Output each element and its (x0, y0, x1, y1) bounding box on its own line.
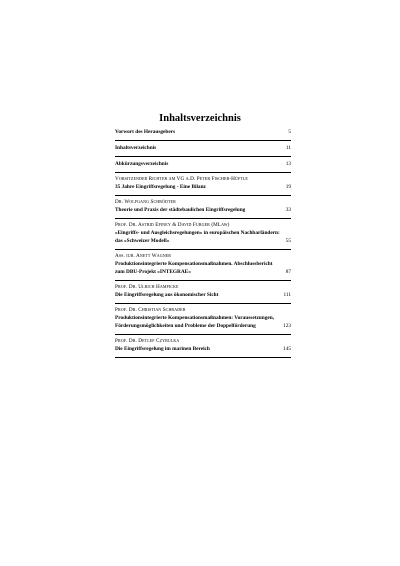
toc-page-number: 123 (283, 323, 291, 329)
toc-line (115, 322, 291, 330)
toc-author: Vorsitzender Richter am VG a.D. Peter Fischer-Hüftle (115, 176, 248, 182)
toc-line (115, 291, 291, 299)
divider (115, 156, 291, 157)
page-title: Inhaltsverzeichnis (159, 113, 241, 124)
toc-entry (115, 128, 291, 136)
toc-page-number: 145 (283, 346, 291, 352)
toc-entry (115, 144, 291, 152)
toc-entry (115, 160, 291, 168)
divider (115, 140, 291, 141)
toc-entry-title: »Eingriffs- und Ausgleichsregelungen« in europäischen Nachbarländern: (115, 230, 280, 236)
toc-entry (115, 284, 291, 299)
divider (115, 249, 291, 250)
toc-line (115, 268, 291, 276)
toc-entry-title: Vorwort des Herausgebers (115, 129, 176, 135)
toc-author: Ass. iur. Anett Wagner (115, 253, 172, 259)
divider (115, 303, 291, 304)
toc-page-number: 19 (285, 184, 291, 190)
toc-entry (115, 176, 291, 191)
toc-line (115, 260, 291, 268)
toc-entry-title: das »Schweizer Modell« (115, 238, 170, 244)
toc-line (115, 206, 291, 214)
toc-author: Prof. Dr. Astrid Epiney & David Furger (MLaw) (115, 222, 230, 228)
toc-entry-title: 35 Jahre Eingriffsregelung - Eine Bilanz (115, 184, 206, 190)
toc-entry (115, 338, 291, 353)
toc-entry-title: Produktionsintegrierte Kompensationsmaßnahmen. Abschlussbericht (115, 261, 273, 267)
toc-line (115, 128, 291, 136)
toc-page-number: 11 (285, 145, 291, 151)
toc-page-number: 33 (285, 207, 291, 213)
toc-entry (115, 199, 291, 214)
toc-entry (115, 253, 291, 276)
divider (115, 280, 291, 281)
toc-author: Dr. Wolfgang Schrödter (115, 199, 176, 205)
divider (115, 357, 291, 358)
toc-page-number: 13 (285, 161, 291, 167)
toc-entry-title: Die Eingriffsregelung aus ökonomischer Sicht (115, 292, 219, 298)
divider (115, 172, 291, 173)
toc-author: Prof. Dr. Christian Schrader (115, 307, 186, 313)
divider (115, 334, 291, 335)
toc-entry-title: Theorie und Praxis der städtebaulichen Eingriffsregelung (115, 207, 246, 213)
toc-page-number: 111 (283, 292, 291, 298)
divider (115, 218, 291, 219)
toc-entry-title: Inhaltsverzeichnis (115, 145, 157, 151)
toc-line (115, 237, 291, 245)
toc-entry-title: Förderungsmöglichkeiten und Probleme der Doppelförderung (115, 323, 256, 329)
toc-line (115, 144, 291, 152)
toc-page-number: 5 (288, 129, 291, 135)
toc-entry-title: zum DBU-Projekt »INTEGRAE« (115, 269, 191, 275)
toc-entry-title: Abkürzungsverzeichnis (115, 161, 169, 167)
toc-line (115, 183, 291, 191)
divider (115, 195, 291, 196)
toc-entry-title: Die Eingriffsregelung im marinen Bereich (115, 346, 210, 352)
toc-page-number: 55 (285, 238, 291, 244)
toc-entry (115, 307, 291, 330)
toc-entry-title: Produktionsintegrierte Kompensationsmaßnahmen: Voraussetzungen, (115, 315, 274, 321)
table-of-contents (115, 128, 291, 361)
toc-page-number: 87 (285, 269, 291, 275)
toc-author: Prof. Dr. Ulrich Hampicke (115, 284, 179, 290)
toc-line (115, 160, 291, 168)
toc-line (115, 229, 291, 237)
toc-line (115, 345, 291, 353)
toc-author: Prof. Dr. Detlef Czybulka (115, 338, 180, 344)
toc-entry (115, 222, 291, 245)
toc-line (115, 314, 291, 322)
